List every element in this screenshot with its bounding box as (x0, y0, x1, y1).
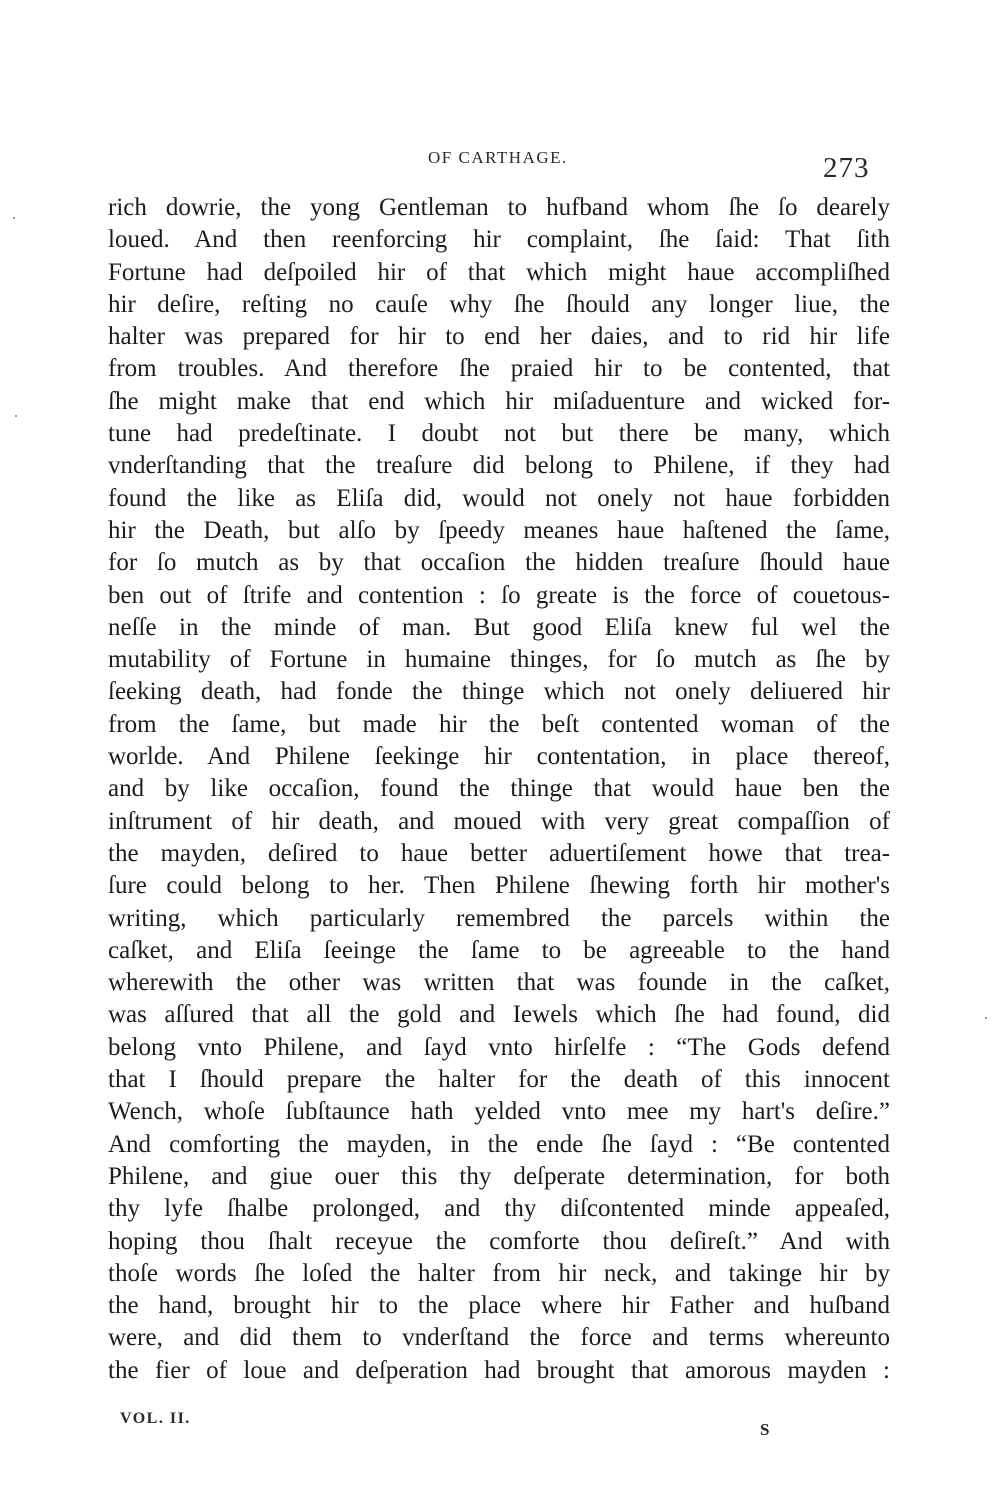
text-line: hir deſire, reſting no cauſe why ſhe ſhould any longer liue, the (108, 290, 890, 318)
body-text (108, 192, 890, 1387)
text-line: Wench, whoſe ſubſtaunce hath yelded vnto mee my hart's deſire.” (108, 1098, 890, 1126)
text-line: caſket, and Eliſa ſeeinge the ſame to be agreeable to the hand (108, 936, 890, 964)
paper-speck (15, 415, 17, 417)
text-line: wherewith the other was written that was founde in the caſket, (108, 969, 890, 997)
text-line: mutability of Fortune in humaine thinges, for ſo mutch as ſhe by (108, 646, 890, 674)
text-line: was aſſured that all the gold and Iewels which ſhe had found, did (108, 1001, 890, 1029)
text-line: halter was prepared for hir to end her daies, and to rid hir life (108, 323, 890, 351)
text-line: ſeeking death, had fonde the thinge which not onely deliuered hir (108, 678, 890, 706)
text-line: the mayden, deſired to haue better aduertiſement howe that trea- (108, 839, 890, 867)
text-line: ſure could belong to her. Then Philene ſhewing forth hir mother's (108, 872, 890, 900)
text-line: rich dowrie, the yong Gentleman to hufband whom ſhe ſo dearely (108, 194, 890, 221)
text-line: And comforting the mayden, in the ende ſhe ſayd : “Be contented (108, 1130, 890, 1158)
signature-letter: S (760, 1420, 770, 1439)
page-number: 273 (823, 152, 870, 184)
paper-speck (985, 1017, 987, 1019)
paper-speck (13, 217, 15, 219)
text-line: writing, which particularly remembred the parcels within the (108, 904, 890, 932)
text-line: hir the Death, but alſo by ſpeedy meanes haue haſtened the ſame, (108, 516, 890, 544)
text-line: Fortune had deſpoiled hir of that which might haue accompliſhed (108, 258, 890, 286)
text-line: thoſe words ſhe loſed the halter from hir neck, and takinge hir by (108, 1259, 890, 1287)
text-line: inſtrument of hir death, and moued with very great compaſſion of (108, 807, 890, 835)
signature-mark: VOL. II. (120, 1410, 191, 1427)
text-line: from the ſame, but made hir the beſt contented woman of the (108, 710, 890, 738)
text-line: that I ſhould prepare the halter for the death of this innocent (108, 1066, 890, 1094)
text-line: tune had predeſtinate. I doubt not but there be many, which (108, 420, 890, 448)
text-line: belong vnto Philene, and ſayd vnto hirſelfe : “The Gods defend (108, 1033, 890, 1061)
text-line: ſhe might make that end which hir miſaduenture and wicked for- (108, 387, 890, 415)
text-line: neſſe in the minde of man. But good Eliſa knew ful wel the (108, 613, 890, 641)
text-line: found the like as Eliſa did, would not onely not haue forbidden (108, 484, 890, 512)
text-line: worlde. And Philene ſeekinge hir contentation, in place thereof, (108, 743, 890, 771)
text-line: loued. And then reenforcing hir complaint, ſhe ſaid: That ſith (108, 226, 890, 254)
running-head: OF CARTHAGE. (428, 148, 568, 167)
text-line: thy lyfe ſhalbe prolonged, and thy diſcontented minde appeaſed, (108, 1195, 890, 1223)
text-line: were, and did them to vnderſtand the force and terms whereunto (108, 1324, 890, 1352)
text-line: Philene, and giue ouer this thy deſperate determination, for both (108, 1162, 890, 1190)
text-line: for ſo mutch as by that occaſion the hidden treaſure ſhould haue (108, 549, 890, 577)
text-line: ben out of ſtrife and contention : ſo greate is the force of couetous- (108, 581, 890, 609)
text-line: hoping thou ſhalt receyue the comforte thou deſireſt.” And with (108, 1227, 890, 1255)
text-line: from troubles. And therefore ſhe praied hir to be contented, that (108, 355, 890, 383)
text-line: vnderſtanding that the treaſure did belong to Philene, if they had (108, 452, 890, 480)
text-line: the hand, brought hir to the place where hir Father and huſband (108, 1292, 890, 1320)
text-line: and by like occaſion, found the thinge that would haue ben the (108, 775, 890, 803)
text-line: the fier of loue and deſperation had brought that amorous mayden : (108, 1356, 890, 1384)
